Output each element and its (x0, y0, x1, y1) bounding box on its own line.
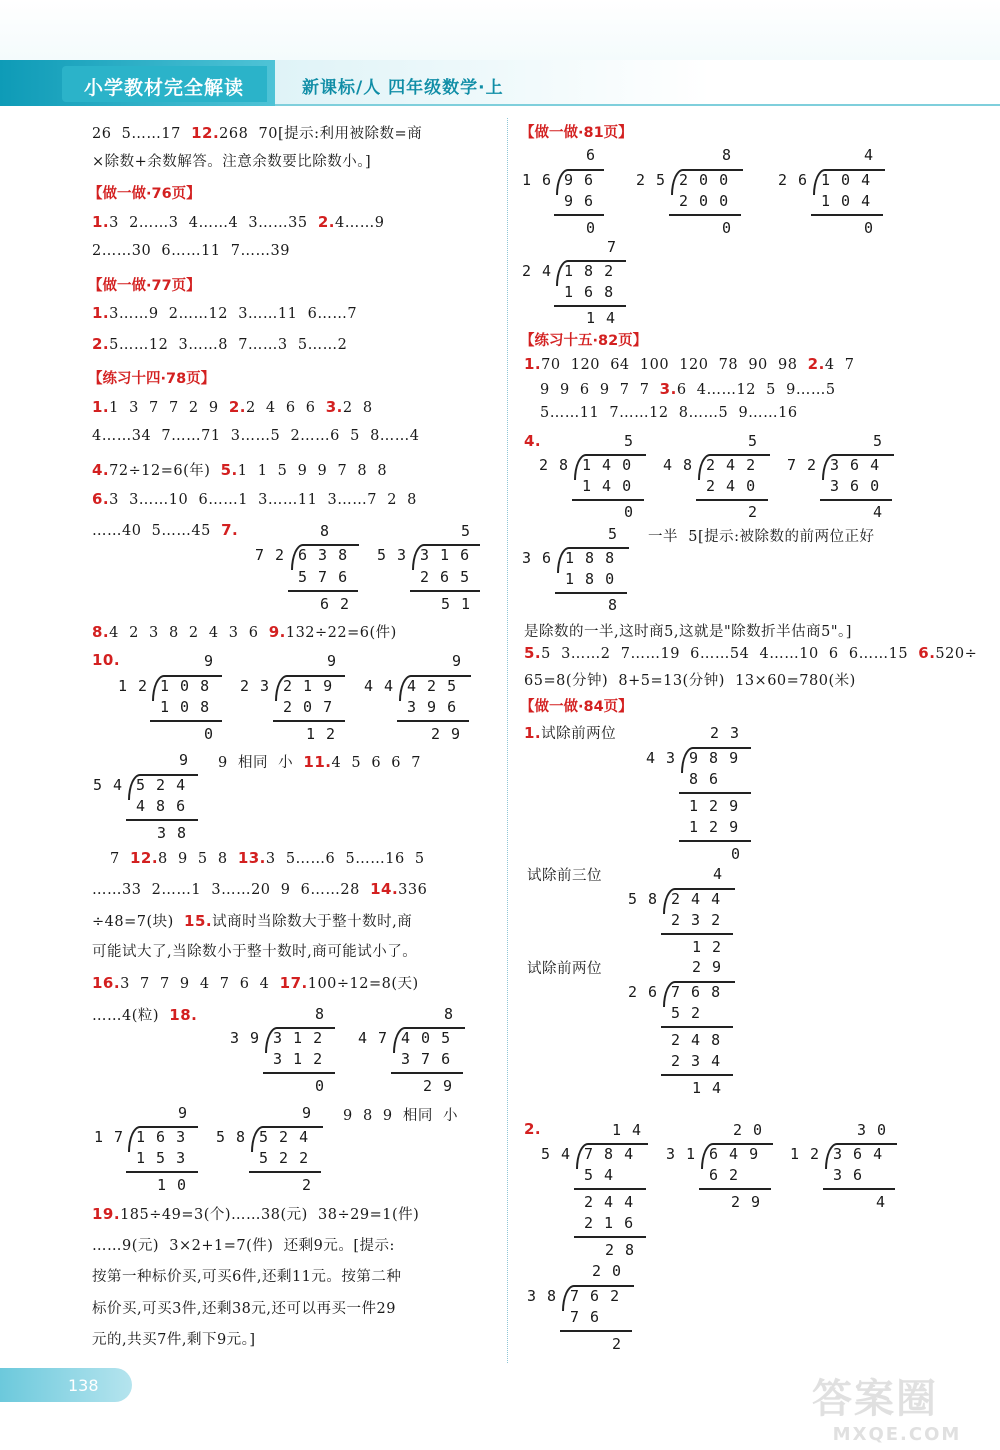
answer-line: 可能试大了,当除数小于整十数时,商可能试小了。 (92, 944, 418, 960)
remainder: 0 (204, 725, 215, 743)
watermark-text: 答案圈 (812, 1376, 938, 1422)
dividend: 6 4 9 (709, 1145, 760, 1163)
subtrahend: 1 8 0 (565, 570, 616, 588)
quotient: 2 9 (692, 958, 723, 976)
item-number: 12. (191, 124, 220, 142)
header-underline (275, 104, 1000, 106)
subtraction-line (661, 1074, 733, 1076)
remainder: 6 2 (320, 595, 351, 613)
text: 100÷12=8(天) (307, 976, 419, 992)
item-number: 1. (92, 398, 110, 416)
subtrahend: 5 2 2 (259, 1149, 310, 1167)
quotient: 6 (586, 146, 597, 164)
subtrahend: 2 3 4 (671, 1052, 722, 1070)
divisor: 5 4 (541, 1145, 572, 1163)
subtraction-line (555, 592, 627, 594)
divisor: 1 2 (118, 677, 149, 695)
dividend: 2 4 4 (671, 890, 722, 908)
remainder: 0 (624, 503, 635, 521)
item-number: 6. (918, 644, 936, 662)
text: 4 5 6 6 7 (331, 755, 421, 771)
remainder: 0 (722, 219, 733, 237)
subtraction-line (811, 214, 883, 216)
divisor: 2 3 (240, 677, 271, 695)
subtraction-line (263, 1072, 335, 1074)
quotient: 5 (608, 525, 619, 543)
text: 2 4 6 6 (245, 400, 326, 416)
dividend: 3 1 2 (273, 1029, 324, 1047)
subtrahend: 1 0 4 (821, 192, 872, 210)
subtrahend: 4 8 6 (136, 797, 187, 815)
answer-line: 标价买,可买3件,还剩38元,还可以再买一件29 (92, 1301, 396, 1317)
divisor: 3 6 (522, 549, 553, 567)
quotient: 8 (320, 522, 331, 540)
remainder: 2 8 (605, 1241, 636, 1259)
remainder: 1 0 (157, 1176, 188, 1194)
answer-line: 65=8(分钟) 8+5=13(分钟) 13×60=780(米) (524, 673, 856, 689)
dividend: 3 6 4 (830, 456, 881, 474)
quotient: 9 (179, 751, 190, 769)
remainder: 0 (315, 1077, 326, 1095)
book-title: 小学教材完全解读 (84, 77, 245, 99)
item-number: 18. (169, 1006, 198, 1024)
quotient: 9 (204, 652, 215, 670)
text: 6 4……12 5 9……5 (676, 382, 836, 398)
divisor: 1 7 (94, 1128, 125, 1146)
answer-line: 试除前两位 (527, 961, 602, 977)
subtraction-line (679, 792, 751, 794)
subtrahend: 7 6 (570, 1308, 601, 1326)
text: 268 70[提示:利用被除数=商 (219, 126, 423, 142)
text: 1 1 5 9 9 7 8 8 (237, 463, 388, 479)
header (0, 60, 1000, 106)
answer-line: 按第一种标价买,可买6件,还剩11元。按第二种 (92, 1269, 402, 1285)
quotient: 8 (444, 1005, 455, 1023)
subtraction-line (679, 840, 751, 842)
subtrahend: 1 4 0 (582, 477, 633, 495)
subtraction-line (554, 214, 604, 216)
answer-line (92, 972, 419, 993)
dividend: 2 0 0 (679, 171, 730, 189)
divisor: 7 2 (255, 546, 286, 564)
remainder: 1 4 (586, 309, 617, 327)
item-number: 1. (92, 304, 110, 322)
answer-line (524, 1120, 541, 1138)
text: ÷48=7(块) (92, 914, 185, 930)
subtraction-line (574, 1188, 646, 1190)
text: 5 3……2 7……19 6……54 4……10 6 6……15 (541, 646, 919, 662)
dividend: 1 6 3 (136, 1128, 187, 1146)
text: 9 9 6 9 7 7 (540, 382, 660, 398)
text: ……4(粒) (92, 1008, 170, 1024)
remainder: 2 (748, 503, 759, 521)
answer-line (92, 490, 417, 508)
text: 试商时当除数大于整十数时,商 (212, 914, 413, 930)
subtrahend: 3 1 2 (273, 1050, 324, 1068)
answer-line: 2……30 6……11 7……39 (92, 243, 290, 259)
divisor: 5 8 (216, 1128, 247, 1146)
answer-line (92, 910, 412, 931)
item-number: 4. (92, 461, 110, 479)
divisor: 7 2 (787, 456, 818, 474)
subtrahend: 3 6 0 (830, 477, 881, 495)
quotient: 5 (624, 432, 635, 450)
subtraction-line (288, 590, 358, 592)
subtrahend: 3 7 6 (401, 1050, 452, 1068)
remainder: 8 (608, 596, 619, 614)
subtraction-line (126, 1171, 198, 1173)
answer-line (92, 621, 397, 642)
subtrahend: 2 0 7 (283, 698, 334, 716)
dividend: 7 6 2 (570, 1287, 621, 1305)
divisor: 5 8 (628, 890, 659, 908)
answer-line (92, 521, 238, 539)
divisor: 3 8 (527, 1287, 558, 1305)
item-number: 14. (370, 880, 399, 898)
page-number: 138 (68, 1376, 99, 1395)
text: 4……9 (334, 215, 385, 231)
quotient: 4 (864, 146, 875, 164)
dividend: 7 6 8 (671, 983, 722, 1001)
subtrahend: 1 6 8 (564, 283, 615, 301)
text: 试除前两位 (541, 726, 617, 742)
subtrahend: 8 6 (689, 770, 720, 788)
text: 4 7 (824, 357, 855, 373)
dividend: 2 1 9 (283, 677, 334, 695)
dividend: 5 2 4 (259, 1128, 310, 1146)
quotient: 9 (302, 1104, 313, 1122)
item-number: 3. (325, 398, 343, 416)
item-number: 12. (129, 849, 159, 867)
answer-line (524, 355, 854, 373)
section-heading: 【做一做·76页】 (88, 186, 201, 202)
answer-line (92, 1203, 419, 1224)
subtraction-line (273, 720, 345, 722)
remainder: 2 9 (731, 1193, 762, 1211)
subtraction-line (554, 305, 626, 307)
divisor: 3 9 (230, 1029, 261, 1047)
divisor: 4 8 (663, 456, 694, 474)
dividend: 6 3 8 (298, 546, 349, 564)
answer-line: 是除数的一半,这时商5,这就是"除数折半估商5"。] (524, 624, 852, 640)
divisor: 5 3 (377, 546, 408, 564)
quotient: 7 (607, 238, 618, 256)
subtraction-line (661, 1026, 733, 1028)
item-number: 16. (92, 974, 121, 992)
section-heading: 【做一做·77页】 (88, 278, 201, 294)
watermark-logo (812, 1367, 982, 1445)
answer-line (540, 380, 836, 398)
answer-line (110, 849, 425, 867)
divisor: 2 6 (778, 171, 809, 189)
text: 520÷ (935, 646, 978, 662)
remainder: 5 1 (441, 595, 472, 613)
remainder: 3 8 (157, 824, 188, 842)
divisor: 2 8 (539, 456, 570, 474)
divisor: 3 1 (666, 1145, 697, 1163)
remainder: 1 2 (306, 725, 337, 743)
answer-line (92, 651, 120, 669)
remainder: 2 9 (423, 1077, 454, 1095)
subtraction-line (574, 1236, 646, 1238)
answer-line (218, 751, 421, 772)
answer-line (524, 644, 977, 662)
quotient: 1 4 (612, 1121, 643, 1139)
item-number: 2. (92, 335, 110, 353)
answer-line (92, 459, 387, 480)
text: 70 120 64 100 120 78 90 98 (541, 357, 808, 373)
dividend: 3 6 4 (833, 1145, 884, 1163)
quotient: 9 (452, 652, 463, 670)
divisor: 2 5 (636, 171, 667, 189)
divisor: 4 4 (364, 677, 395, 695)
answer-line: 5……11 7……12 8……5 9……16 (540, 405, 798, 421)
answer-line: 试除前三位 (527, 868, 602, 884)
divisor: 2 6 (628, 983, 659, 1001)
dividend: 1 4 0 (582, 456, 633, 474)
answer-line (92, 213, 384, 231)
quotient: 8 (315, 1005, 326, 1023)
dividend: 4 2 5 (407, 677, 458, 695)
item-number: 5. (524, 644, 542, 662)
page-number-tab (0, 1368, 132, 1402)
text: 2 8 (342, 400, 373, 416)
item-number: 3. (659, 380, 677, 398)
column-divider (507, 118, 508, 1363)
subtraction-line (249, 1171, 321, 1173)
text: 3 2……3 4……4 3……35 (109, 215, 318, 231)
text: ……40 5……45 (92, 523, 222, 539)
item-number: 13. (237, 849, 266, 867)
dividend: 3 1 6 (420, 546, 471, 564)
text: 185÷49=3(个)……38(元) 38÷29=1(件) (120, 1207, 420, 1223)
section-heading: 【练习十四·78页】 (88, 371, 216, 387)
watermark-url: MXQE.COM (832, 1424, 962, 1445)
remainder: 0 (864, 219, 875, 237)
item-number: 1. (524, 724, 542, 742)
subtrahend: 1 0 8 (160, 698, 211, 716)
answer-line (92, 398, 373, 416)
remainder: 2 (612, 1335, 623, 1353)
quotient: 2 0 (733, 1121, 764, 1139)
answer-line: 一半 5[提示:被除数的前两位正好 (648, 529, 875, 545)
subtraction-line (410, 590, 480, 592)
item-number: 8. (92, 623, 110, 641)
dividend: 2 4 2 (706, 456, 757, 474)
divisor: 4 7 (358, 1029, 389, 1047)
subtraction-line (391, 1072, 463, 1074)
quotient: 4 (713, 865, 724, 883)
item-number: 2. (228, 398, 246, 416)
item-number: 17. (279, 974, 308, 992)
divisor: 2 4 (522, 262, 553, 280)
answer-line (92, 880, 427, 898)
subtrahend: 6 2 (709, 1166, 740, 1184)
dividend: 1 8 8 (565, 549, 616, 567)
subtrahend: 5 2 (671, 1004, 702, 1022)
subtraction-line (696, 499, 768, 501)
text: 336 (398, 882, 428, 898)
quotient: 2 0 (592, 1262, 623, 1280)
text: 9 相同 小 (218, 755, 304, 771)
subtrahend: 3 9 6 (407, 698, 458, 716)
quotient: 9 (327, 652, 338, 670)
partial-dividend: 1 2 9 (689, 797, 740, 815)
answer-line (92, 1004, 197, 1025)
subtraction-line (126, 819, 198, 821)
subtraction-line (661, 933, 733, 935)
item-number: 2. (807, 355, 825, 373)
remainder: 2 9 (431, 725, 462, 743)
text: 3……9 2……12 3……11 6……7 (109, 306, 358, 322)
subtraction-line (572, 499, 644, 501)
subtrahend: 2 4 0 (706, 477, 757, 495)
answer-line (92, 304, 357, 322)
subtrahend: 2 6 5 (420, 568, 471, 586)
text: 7 (110, 851, 130, 867)
quotient: 5 (461, 522, 472, 540)
text: 3 3……10 6……1 3……11 3……7 2 8 (109, 492, 417, 508)
answer-line: 9 8 9 相同 小 (343, 1108, 459, 1124)
remainder: 1 4 (692, 1079, 723, 1097)
top-strip (0, 0, 1000, 60)
answer-line: ×除数+余数解答。注意余数要比除数小。] (92, 154, 372, 170)
remainder: 4 (876, 1193, 887, 1211)
item-number: 19. (92, 1205, 121, 1223)
dividend: 4 0 5 (401, 1029, 452, 1047)
item-number: 1. (92, 213, 110, 231)
text: 3 5……6 5……16 5 (265, 851, 425, 867)
divisor: 4 3 (646, 749, 677, 767)
subtrahend: 3 6 (833, 1166, 864, 1184)
item-number: 1. (524, 355, 542, 373)
quotient: 8 (722, 146, 733, 164)
subtraction-line (560, 1330, 632, 1332)
item-number: 5. (220, 461, 238, 479)
remainder: 0 (586, 219, 597, 237)
divisor: 5 4 (93, 776, 124, 794)
subtraction-line (669, 214, 741, 216)
section-heading: 【做一做·81页】 (520, 125, 633, 141)
text: 72÷12=6(年) (109, 463, 221, 479)
subtrahend: 5 4 (584, 1166, 615, 1184)
answer-line (524, 432, 541, 450)
dividend: 1 0 4 (821, 171, 872, 189)
dividend: 1 8 2 (564, 262, 615, 280)
divisor: 1 2 (790, 1145, 821, 1163)
partial-dividend: 2 4 4 (584, 1193, 635, 1211)
text: ……33 2……1 3……20 9 6……28 (92, 882, 371, 898)
book-subtitle: 新课标/人 四年级数学·上 (302, 78, 504, 98)
subtrahend: 2 3 2 (671, 911, 722, 929)
divisor: 1 6 (522, 171, 553, 189)
answer-line: 元的,共买7件,剩下9元。] (92, 1332, 256, 1348)
item-number: 10. (92, 651, 121, 669)
remainder: 0 (731, 845, 742, 863)
text: 132÷22=6(件) (285, 625, 397, 641)
subtraction-line (823, 1188, 895, 1190)
text: 5……12 3……8 7……3 5……2 (109, 337, 348, 353)
subtrahend: 2 0 0 (679, 192, 730, 210)
subtrahend: 9 6 (564, 192, 595, 210)
text: 4 2 3 8 2 4 3 6 (109, 625, 269, 641)
dividend: 7 8 4 (584, 1145, 635, 1163)
text: 26 5……17 (92, 126, 192, 142)
answer-line (524, 722, 616, 743)
item-number: 9. (268, 623, 286, 641)
subtraction-line (397, 720, 469, 722)
subtrahend: 1 5 3 (136, 1149, 187, 1167)
quotient: 9 (178, 1104, 189, 1122)
dividend: 5 2 4 (136, 776, 187, 794)
dividend: 1 0 8 (160, 677, 211, 695)
subtraction-line (699, 1188, 771, 1190)
remainder: 1 2 (692, 938, 723, 956)
item-number: 2. (317, 213, 335, 231)
subtrahend: 2 1 6 (584, 1214, 635, 1232)
quotient: 5 (873, 432, 884, 450)
remainder: 2 (302, 1176, 313, 1194)
item-number: 2. (524, 1120, 542, 1138)
answer-line: ……9(元) 3×2+1=7(件) 还剩9元。[提示: (92, 1238, 395, 1254)
quotient: 3 0 (857, 1121, 888, 1139)
text: 8 9 5 8 (158, 851, 238, 867)
text: 3 7 7 9 4 7 6 4 (120, 976, 280, 992)
item-number: 6. (92, 490, 110, 508)
dividend: 9 6 (564, 171, 595, 189)
section-heading: 【练习十五·82页】 (520, 333, 648, 349)
subtrahend: 5 7 6 (298, 568, 349, 586)
dividend: 9 8 9 (689, 749, 740, 767)
remainder: 4 (873, 503, 884, 521)
item-number: 11. (303, 753, 332, 771)
answer-line (92, 335, 347, 353)
item-number: 15. (184, 912, 213, 930)
quotient: 2 3 (710, 724, 741, 742)
subtraction-line (150, 720, 222, 722)
quotient: 5 (748, 432, 759, 450)
partial-dividend: 2 4 8 (671, 1031, 722, 1049)
text: 1 3 7 7 2 9 (109, 400, 229, 416)
answer-line: 4……34 7……71 3……5 2……6 5 8……4 (92, 428, 420, 444)
subtraction-line (820, 499, 892, 501)
item-number: 7. (221, 521, 239, 539)
item-number: 4. (524, 432, 542, 450)
answer-line (92, 122, 422, 143)
subtrahend: 1 2 9 (689, 818, 740, 836)
section-heading: 【做一做·84页】 (520, 699, 633, 715)
